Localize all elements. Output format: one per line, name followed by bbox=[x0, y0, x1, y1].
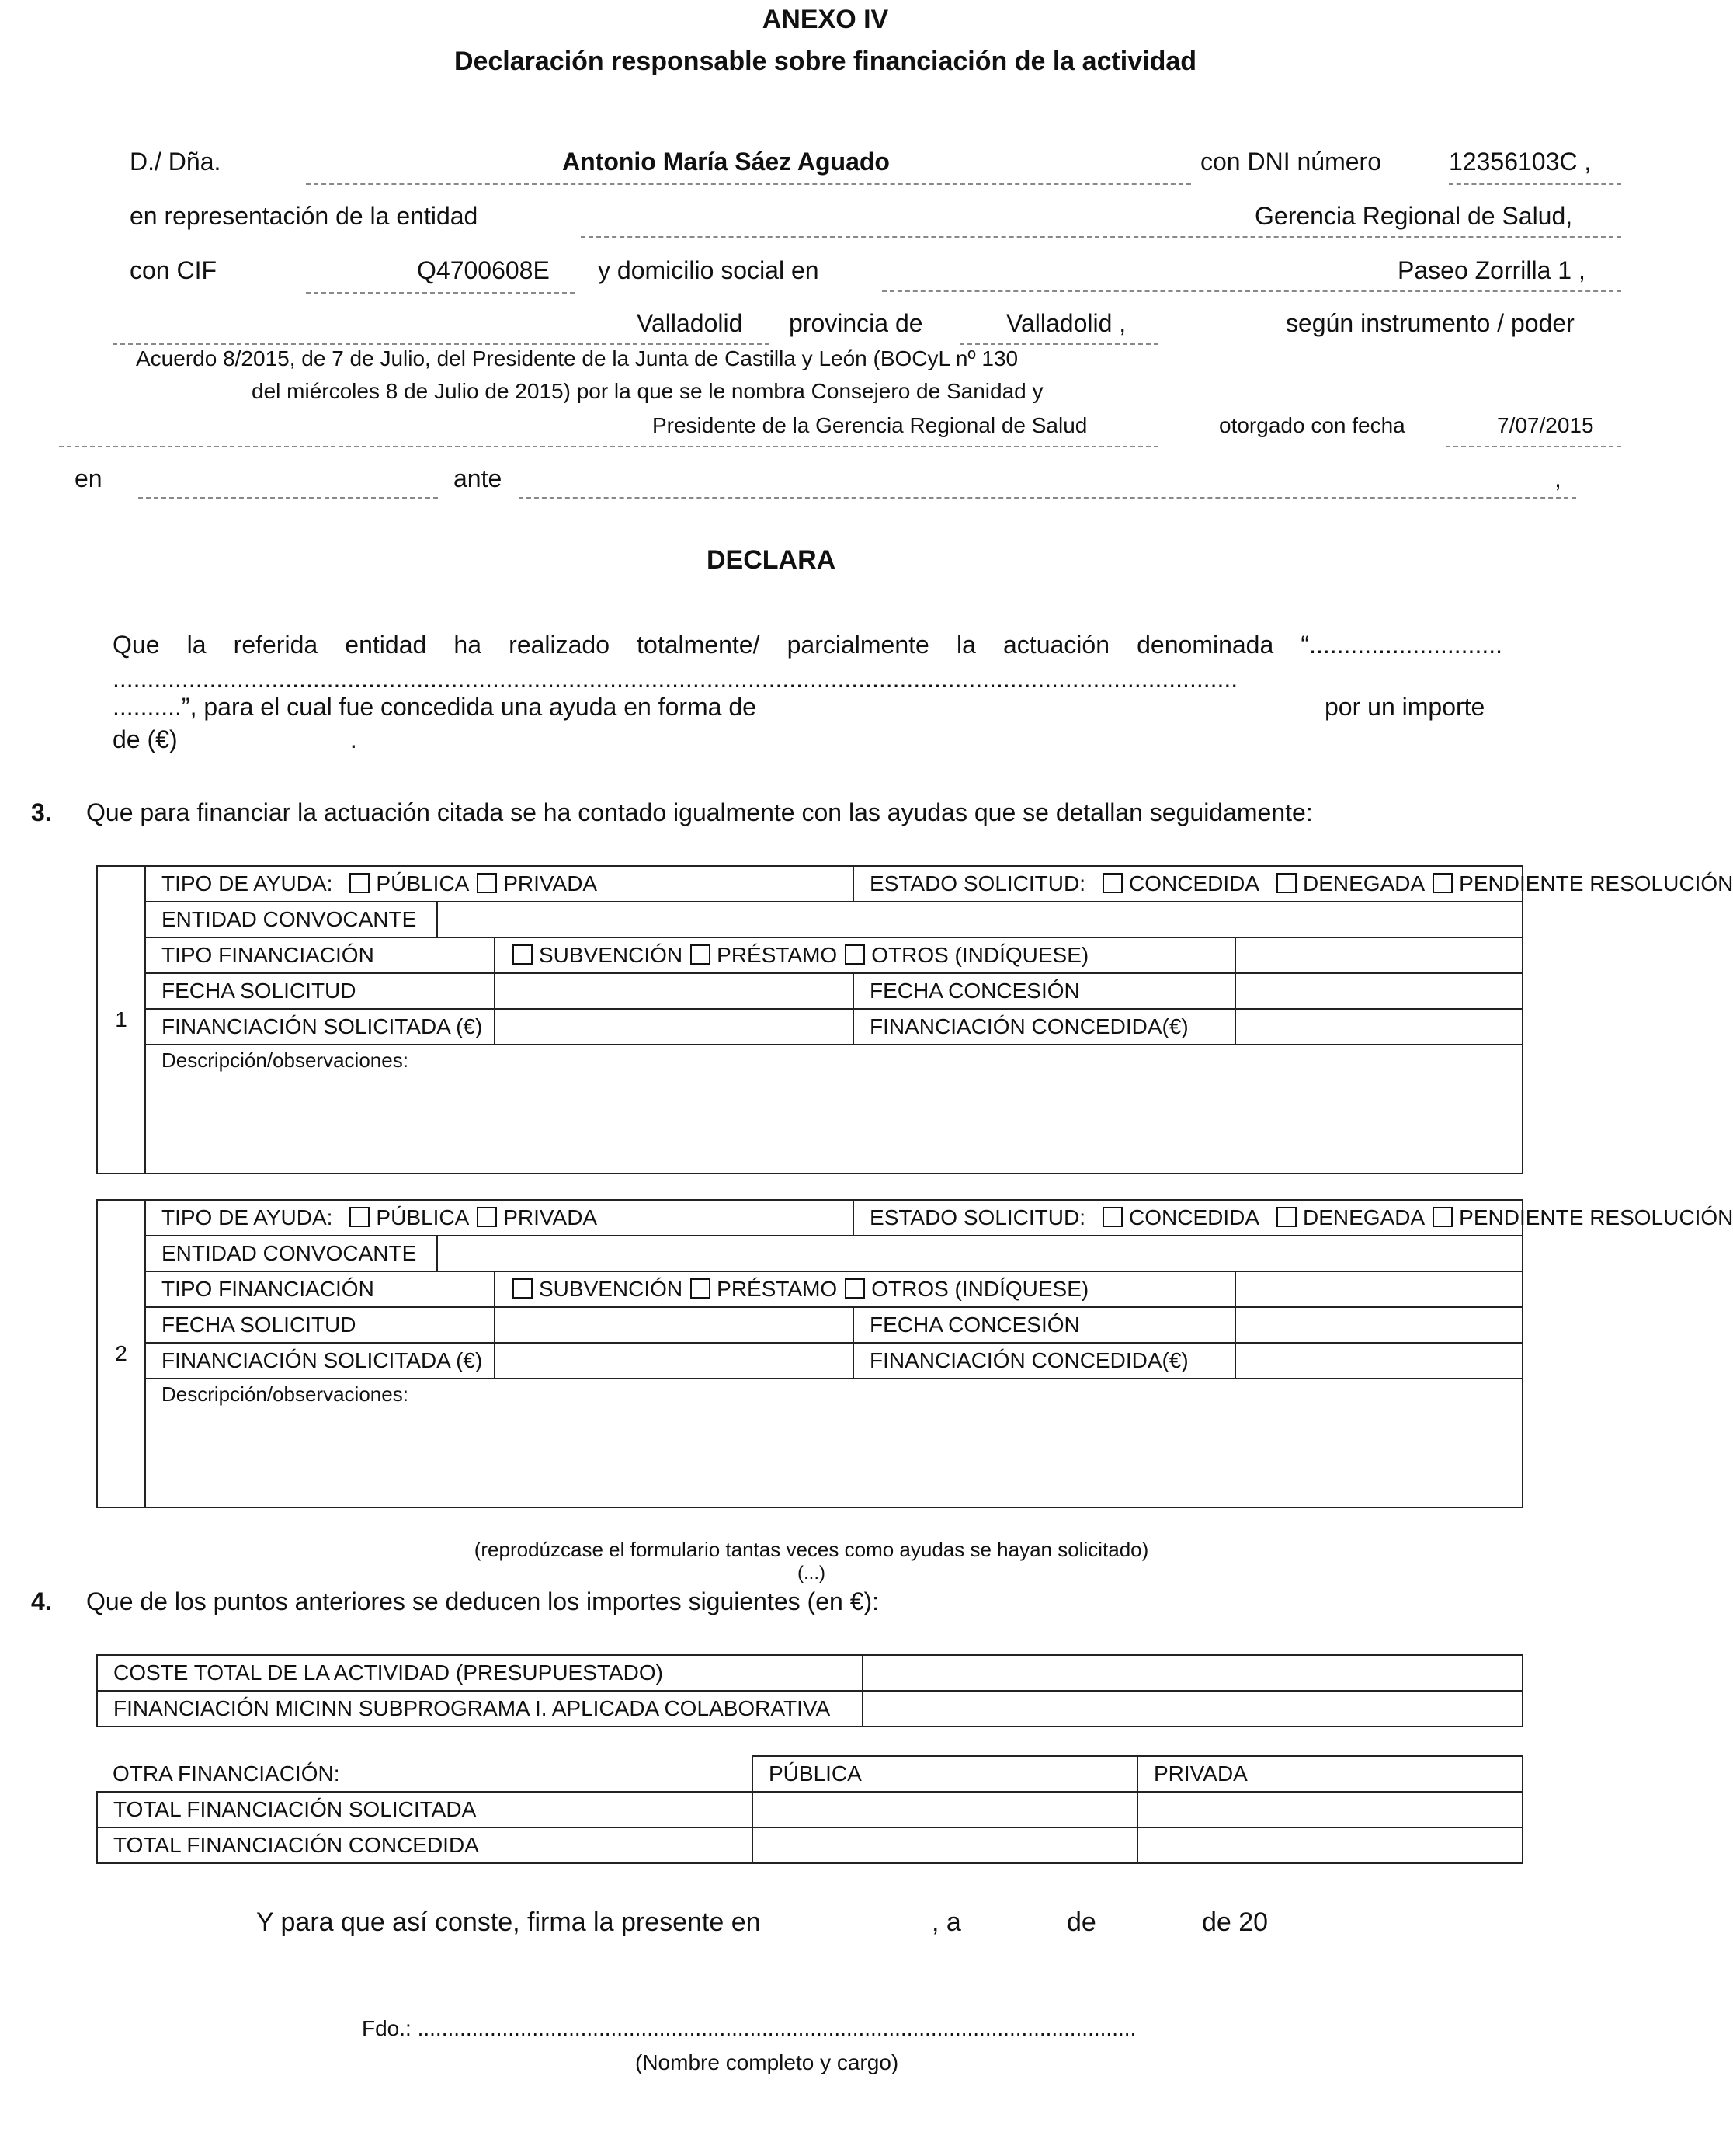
descripcion-field[interactable] bbox=[145, 1045, 1523, 1174]
otra-financiacion-label: OTRA FINANCIACIÓN: bbox=[97, 1756, 752, 1792]
cif-value: Q4700608E bbox=[417, 256, 550, 284]
granted-date: 7/07/2015 bbox=[1497, 413, 1594, 437]
denegada-checkbox[interactable] bbox=[1276, 873, 1297, 893]
aid-form-number: 1 bbox=[97, 866, 145, 1174]
annex-label: ANEXO IV bbox=[762, 5, 889, 34]
declara-line-3a: ..........”, para el cual fue concedida una ayuda en forma de bbox=[113, 693, 756, 721]
instrument-dash-line bbox=[59, 446, 1158, 447]
power-label: según instrumento / poder bbox=[1286, 309, 1575, 337]
subvencion-checkbox[interactable] bbox=[512, 944, 533, 965]
en-label: en bbox=[75, 464, 102, 492]
total-solicitada-publica-field[interactable] bbox=[752, 1792, 1137, 1827]
publica-header: PÚBLICA bbox=[752, 1756, 1137, 1792]
total-solicitada-privada-field[interactable] bbox=[1137, 1792, 1523, 1827]
financiacion-concedida-label: FINANCIACIÓN CONCEDIDA(€) bbox=[853, 1343, 1235, 1379]
publica-checkbox[interactable] bbox=[349, 1207, 370, 1227]
entity-name: Gerencia Regional de Salud, bbox=[1255, 202, 1573, 230]
en-dash-line bbox=[138, 497, 438, 499]
conste-de-20: de 20 bbox=[1202, 1907, 1269, 1937]
cost-summary-table bbox=[96, 1654, 1523, 1727]
fecha-solicitud-field[interactable] bbox=[495, 973, 853, 1009]
point-3-number: 3. bbox=[31, 798, 52, 826]
conste-text: Y para que así conste, firma la presente en bbox=[256, 1907, 761, 1937]
entidad-convocante-label: ENTIDAD CONVOCANTE bbox=[145, 1236, 437, 1271]
ante-label: ante bbox=[453, 464, 502, 492]
name-dash-line bbox=[306, 183, 1191, 185]
entidad-convocante-label: ENTIDAD CONVOCANTE bbox=[145, 902, 437, 937]
instrument-line-2: del miércoles 8 de Julio de 2015) por la que se le nombra Consejero de Sanidad y bbox=[252, 379, 1044, 403]
representation-label: en representación de la entidad bbox=[130, 202, 478, 230]
prestamo-checkbox[interactable] bbox=[690, 944, 710, 965]
declara-line-2: ................................................................................................................................................................... bbox=[113, 665, 1238, 693]
reproduce-note: (reprodúzcase el formulario tantas veces como ayudas se hayan solicitado) bbox=[474, 1538, 1149, 1561]
domicile-label: y domicilio social en bbox=[598, 256, 819, 284]
aid-form-2 bbox=[96, 1199, 1733, 1508]
privada-checkbox[interactable] bbox=[477, 1207, 497, 1227]
financiacion-concedida-label: FINANCIACIÓN CONCEDIDA(€) bbox=[853, 1009, 1235, 1045]
status-row: ESTADO SOLICITUD: CONCEDIDA DENEGADA PENDIENTE RESOLUCIÓN bbox=[853, 866, 1523, 902]
publica-checkbox[interactable] bbox=[349, 873, 370, 893]
fecha-concesion-field[interactable] bbox=[1235, 973, 1523, 1009]
fecha-concesion-label: FECHA CONCESIÓN bbox=[853, 973, 1235, 1009]
other-financing-table bbox=[96, 1755, 1523, 1864]
instrument-line-1: Acuerdo 8/2015, de 7 de Julio, del Presidente de la Junta de Castilla y León (BOCyL nº 130 bbox=[136, 346, 1019, 370]
privada-checkbox[interactable] bbox=[477, 873, 497, 893]
micinn-label: FINANCIACIÓN MICINN SUBPROGRAMA I. APLICADA COLABORATIVA bbox=[97, 1691, 863, 1727]
otros-field[interactable] bbox=[1235, 1271, 1523, 1307]
ellipsis-note: (...) bbox=[797, 1563, 825, 1584]
descripcion-field[interactable] bbox=[145, 1379, 1523, 1507]
financing-type-options: SUBVENCIÓN PRÉSTAMO OTROS (INDÍQUESE) bbox=[495, 1271, 1235, 1307]
financiacion-solicitada-label: FINANCIACIÓN SOLICITADA (€) bbox=[145, 1009, 495, 1045]
subvencion-checkbox[interactable] bbox=[512, 1278, 533, 1299]
total-concedida-privada-field[interactable] bbox=[1137, 1827, 1523, 1863]
fecha-solicitud-field[interactable] bbox=[495, 1307, 853, 1343]
aid-type-row: TIPO DE AYUDA: PÚBLICA PRIVADA bbox=[145, 1200, 853, 1236]
ante-dash-line bbox=[519, 497, 1576, 499]
concedida-checkbox[interactable] bbox=[1103, 1207, 1123, 1227]
entidad-convocante-field[interactable] bbox=[437, 1236, 1523, 1271]
aid-form-1 bbox=[96, 865, 1733, 1174]
financiacion-solicitada-field[interactable] bbox=[495, 1009, 853, 1045]
domicile-dash-line bbox=[882, 290, 1621, 292]
cif-label: con CIF bbox=[130, 256, 217, 284]
fecha-solicitud-label: FECHA SOLICITUD bbox=[145, 973, 495, 1009]
signature-line: Fdo.: ....................................................................................................................... bbox=[362, 2016, 1137, 2040]
financiacion-concedida-field[interactable] bbox=[1235, 1009, 1523, 1045]
descripcion-label: Descripción/observaciones: bbox=[161, 1048, 408, 1072]
financiacion-solicitada-label: FINANCIACIÓN SOLICITADA (€) bbox=[145, 1343, 495, 1379]
entity-dash-line bbox=[581, 236, 1621, 238]
micinn-field[interactable] bbox=[863, 1691, 1523, 1727]
province-label: provincia de bbox=[789, 309, 923, 337]
declara-line-4: de (€) . bbox=[113, 725, 357, 753]
city-dash-line bbox=[113, 343, 769, 345]
domicile-value: Paseo Zorrilla 1 , bbox=[1398, 256, 1585, 284]
coste-total-label: COSTE TOTAL DE LA ACTIVIDAD (PRESUPUESTADO) bbox=[97, 1655, 863, 1691]
declara-heading: DECLARA bbox=[707, 545, 836, 575]
granted-dash-line bbox=[1446, 446, 1621, 447]
entidad-convocante-field[interactable] bbox=[437, 902, 1523, 937]
prestamo-checkbox[interactable] bbox=[690, 1278, 710, 1299]
document-title: Declaración responsable sobre financiación de la actividad bbox=[453, 47, 1197, 76]
financiacion-concedida-field[interactable] bbox=[1235, 1343, 1523, 1379]
cif-dash-line bbox=[306, 292, 575, 294]
declarant-name: Antonio María Sáez Aguado bbox=[562, 148, 890, 176]
point-4-text: Que de los puntos anteriores se deducen los importes siguientes (en €): bbox=[86, 1587, 880, 1615]
total-concedida-label: TOTAL FINANCIACIÓN CONCEDIDA bbox=[97, 1827, 752, 1863]
conste-de: de bbox=[1067, 1907, 1096, 1937]
fecha-solicitud-label: FECHA SOLICITUD bbox=[145, 1307, 495, 1343]
signature-caption: (Nombre completo y cargo) bbox=[635, 2050, 899, 2074]
province-dash-line bbox=[960, 343, 1158, 345]
financing-type-options: SUBVENCIÓN PRÉSTAMO OTROS (INDÍQUESE) bbox=[495, 937, 1235, 973]
tipo-financiacion-label: TIPO FINANCIACIÓN bbox=[145, 1271, 495, 1307]
fecha-concesion-label: FECHA CONCESIÓN bbox=[853, 1307, 1235, 1343]
instrument-line-3: Presidente de la Gerencia Regional de Salud bbox=[652, 413, 1088, 437]
granted-label: otorgado con fecha bbox=[1219, 413, 1405, 437]
descripcion-label: Descripción/observaciones: bbox=[161, 1382, 408, 1406]
d-dna-label: D./ Dña. bbox=[130, 148, 221, 176]
point-4-number: 4. bbox=[31, 1587, 52, 1615]
otros-field[interactable] bbox=[1235, 937, 1523, 973]
total-solicitada-label: TOTAL FINANCIACIÓN SOLICITADA bbox=[97, 1792, 752, 1827]
declara-line-3b: por un importe bbox=[1325, 693, 1485, 721]
pendiente-checkbox[interactable] bbox=[1433, 1207, 1453, 1227]
total-concedida-publica-field[interactable] bbox=[752, 1827, 1137, 1863]
concedida-checkbox[interactable] bbox=[1103, 873, 1123, 893]
pendiente-checkbox[interactable] bbox=[1433, 873, 1453, 893]
aid-type-row: TIPO DE AYUDA: PÚBLICA PRIVADA bbox=[145, 866, 853, 902]
conste-a: , a bbox=[932, 1907, 961, 1937]
denegada-checkbox[interactable] bbox=[1276, 1207, 1297, 1227]
otros-checkbox[interactable] bbox=[845, 944, 865, 965]
aid-form-number: 2 bbox=[97, 1200, 145, 1507]
dni-value: 12356103C , bbox=[1449, 148, 1592, 176]
financiacion-solicitada-field[interactable] bbox=[495, 1343, 853, 1379]
ante-comma: , bbox=[1554, 464, 1561, 492]
otros-checkbox[interactable] bbox=[845, 1278, 865, 1299]
declara-line-1: Que la referida entidad ha realizado totalmente/ parcialmente la actuación denominada “............................ bbox=[113, 631, 1502, 659]
dni-label: con DNI número bbox=[1200, 148, 1381, 176]
status-row: ESTADO SOLICITUD: CONCEDIDA DENEGADA PENDIENTE RESOLUCIÓN bbox=[853, 1200, 1523, 1236]
province-value: Valladolid , bbox=[1006, 309, 1127, 337]
privada-header: PRIVADA bbox=[1137, 1756, 1523, 1792]
fecha-concesion-field[interactable] bbox=[1235, 1307, 1523, 1343]
dni-dash-line bbox=[1449, 183, 1621, 185]
coste-total-field[interactable] bbox=[863, 1655, 1523, 1691]
tipo-financiacion-label: TIPO FINANCIACIÓN bbox=[145, 937, 495, 973]
city-value: Valladolid bbox=[637, 309, 743, 337]
point-3-text: Que para financiar la actuación citada se ha contado igualmente con las ayudas que se detallan seguidamente: bbox=[86, 798, 1313, 826]
